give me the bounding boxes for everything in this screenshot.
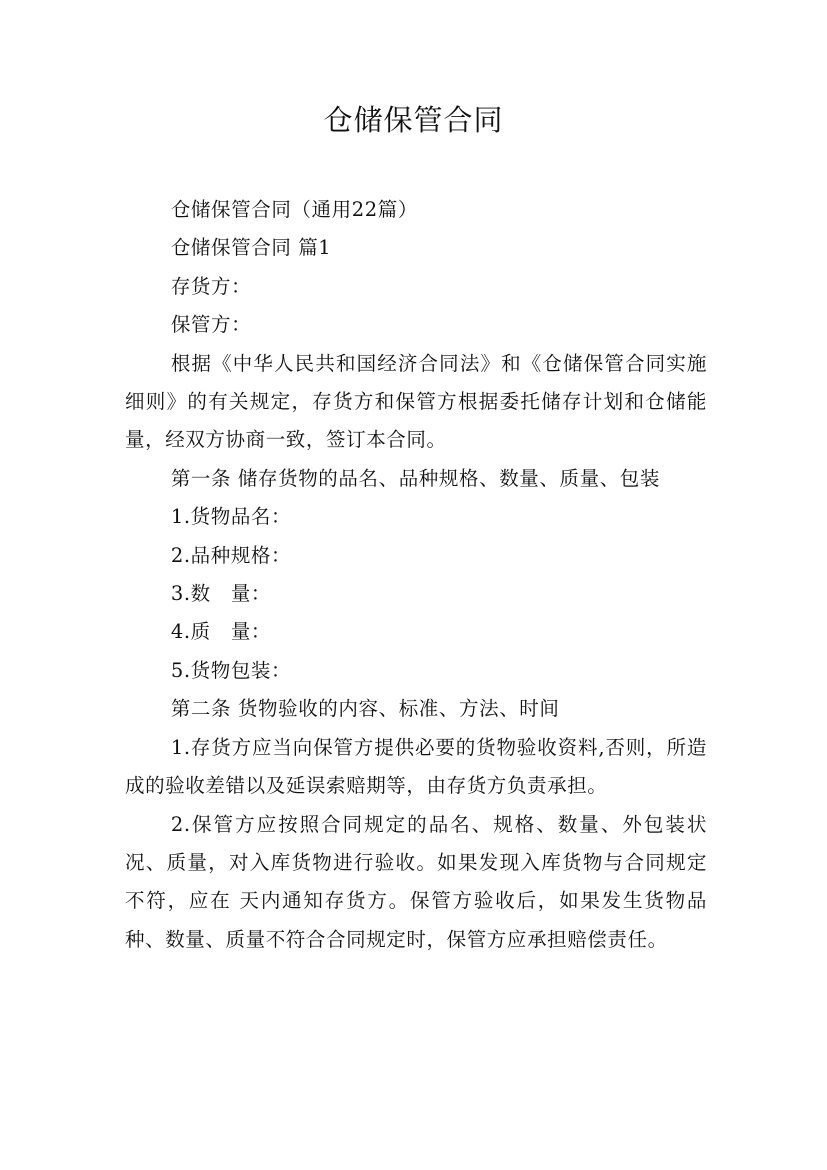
paragraph-item-spec: 2.品种规格：: [170, 543, 292, 567]
paragraph-custodian: 保管方：: [170, 313, 252, 337]
document-title: 仓储保管合同: [323, 103, 504, 137]
paragraph-section-heading: 仓储保管合同 篇1: [170, 236, 332, 260]
paragraph-preamble: 根据《中华人民共和国经济合同法》和《仓储保管合同实施细则》的有关规定，存货方和保管方根据委托储存计划和仓储能量，经双方协商一致，签订本合同。: [125, 351, 707, 452]
paragraph-item-name: 1.货物品名：: [170, 505, 292, 529]
paragraph-item-quality: 4.质 量：: [170, 620, 272, 644]
paragraph-item-packaging: 5.货物包装：: [170, 658, 292, 682]
document-body: [125, 191, 707, 959]
paragraph-clause-2-2: 2.保管方应按照合同规定的品名、规格、数量、外包装状况、质量，对入库货物进行验收。如果发现入库货物与合同规定不符，应在 天内通知存货方。保管方验收后，如果发生货物品种、数量、质量不符合合同规定时，保管方应承担赔偿责任。: [125, 812, 707, 951]
paragraph-depositor: 存货方：: [170, 274, 252, 298]
paragraph-item-quantity: 3.数 量：: [170, 582, 272, 606]
paragraph-clause-2-1: 1.存货方应当向保管方提供必要的货物验收资料,否则，所造成的验收差错以及延误索赔期等，由存货方负责承担。: [125, 735, 707, 798]
paragraph-article-2: 第二条 货物验收的内容、标准、方法、时间: [170, 697, 560, 721]
paragraph-subtitle: 仓储保管合同（通用22篇）: [170, 198, 418, 221]
paragraph-article-1: 第一条 储存货物的品名、品种规格、数量、质量、包装: [170, 466, 661, 490]
